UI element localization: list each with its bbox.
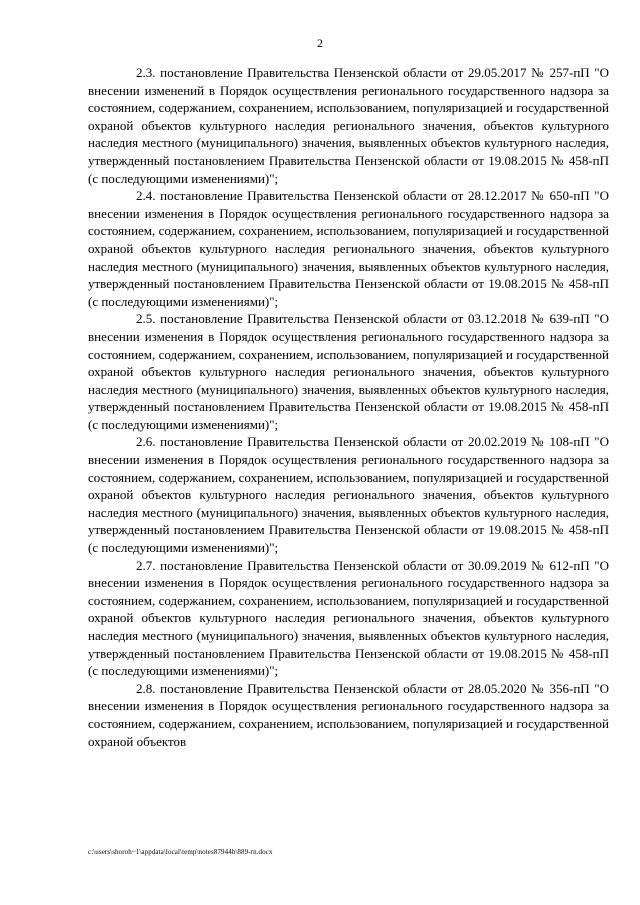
list-item-2-5: 2.5. постановление Правительства Пензенской области от 03.12.2018 № 639-пП "О внесении изменения в Порядок осуществления регионального государственного надзора за состоянием, содержанием, сохранением, использованием, популяризацией и государственной охраной объектов культурного наследия регионального значения, объектов культурного наследия местного (муниципального) значения, выявленных объектов культурного наследия, утвержденный постановлением Правительства Пензенской области от 19.08.2015 № 458-пП (с последующими изменениями)"; bbox=[88, 311, 609, 432]
list-item-2-3: 2.3. постановление Правительства Пензенской области от 29.05.2017 № 257-пП "О внесении изменений в Порядок осуществления регионального государственного надзора за состоянием, содержанием, сохранением, использованием, популяризацией и государственной охраной объектов культурного наследия регионального значения, объектов культурного наследия местного (муниципального) значения, выявленных объектов культурного наследия, утвержденный постановлением Правительства Пензенской области от 19.08.2015 № 458-пП (с последующими изменениями)"; bbox=[88, 65, 609, 186]
list-item-2-6: 2.6. постановление Правительства Пензенской области от 20.02.2019 № 108-пП "О внесении изменения в Порядок осуществления регионального государственного надзора за состоянием, содержанием, сохранением, использованием, популяризацией и государственной охраной объектов культурного наследия регионального значения, объектов культурного наследия местного (муниципального) значения, выявленных объектов культурного наследия, утвержденный постановлением Правительства Пензенской области от 19.08.2015 № 458-пП (с последующими изменениями)"; bbox=[88, 434, 609, 556]
list-item-2-7: 2.7. постановление Правительства Пензенской области от 30.09.2019 № 612-пП "О внесении изменения в Порядок осуществления регионального государственного надзора за состоянием, содержанием, сохранением, использованием, популяризацией и государственной охраной объектов культурного наследия регионального значения, объектов культурного наследия местного (муниципального) значения, выявленных объектов культурного наследия, утвержденный постановлением Правительства Пензенской области от 19.08.2015 № 458-пП (с последующими изменениями)"; bbox=[88, 557, 609, 679]
page-number: 2 bbox=[317, 36, 323, 50]
list-item-2-8: 2.8. постановление Правительства Пензенской области от 28.05.2020 № 356-пП "О внесении изменения в Порядок осуществления регионального государственного надзора за состоянием, содержанием, сохранением, использованием, популяризацией и государственной охраной объектов bbox=[88, 680, 609, 749]
footer-file-path: c:\users\shoroh~1\appdata\local\temp\notes87944b\889-rn.docx bbox=[88, 848, 273, 856]
list-item-2-4: 2.4. постановление Правительства Пензенской области от 28.12.2017 № 650-пП "О внесении изменения в Порядок осуществления регионального государственного надзора за состоянием, содержанием, сохранением, использованием, популяризацией и государственной охраной объектов культурного наследия регионального значения, объектов культурного наследия местного (муниципального) значения, выявленных объектов культурного наследия, утвержденный постановлением Правительства Пензенской области от 19.08.2015 № 458-пП (с последующими изменениями)"; bbox=[88, 188, 609, 309]
document-body bbox=[88, 64, 609, 750]
